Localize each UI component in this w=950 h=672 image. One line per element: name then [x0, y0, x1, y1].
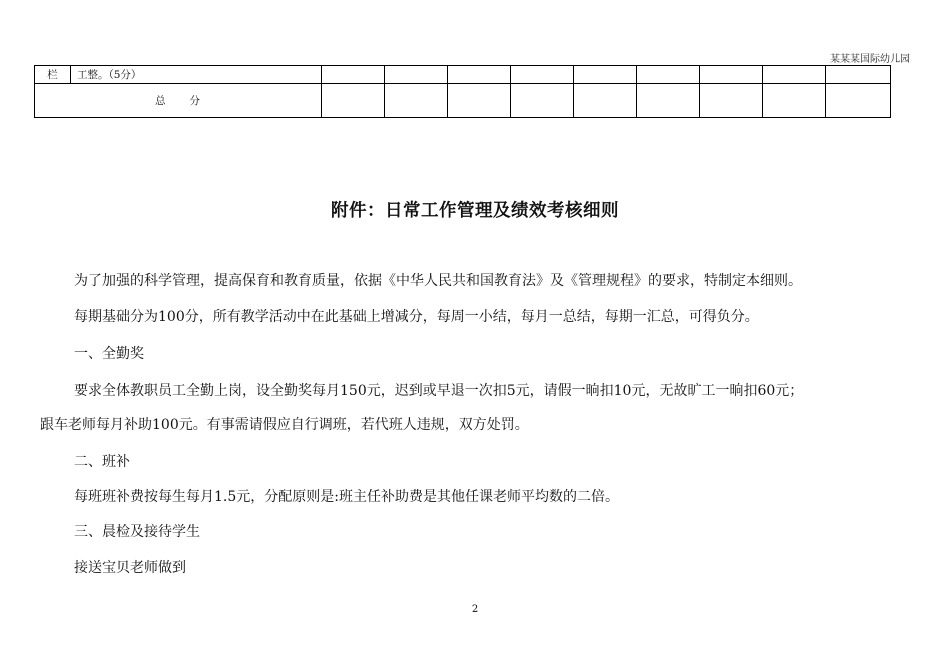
score-table [34, 65, 891, 118]
score-cell [637, 84, 700, 118]
section1-heading: 一、全勤奖 [74, 346, 144, 362]
score-cell [448, 84, 511, 118]
total-label-cell: 总 分 [35, 84, 322, 118]
score-cell [637, 66, 700, 84]
score-cell [574, 84, 637, 118]
score-cell [511, 66, 574, 84]
section3-heading: 三、晨检及接待学生 [74, 524, 200, 540]
score-cell [700, 84, 763, 118]
score-cell [385, 84, 448, 118]
score-cell [763, 84, 826, 118]
intro-paragraph: 为了加强的科学管理，提高保育和教育质量，依据《中华人民共和国教育法》及《管理规程》的要求，特制定本细则。 [74, 273, 802, 289]
score-cell [763, 66, 826, 84]
score-cell [700, 66, 763, 84]
table-row [35, 66, 891, 84]
page-number: 2 [471, 604, 479, 615]
score-cell [448, 66, 511, 84]
section1-body-line2: 跟车老师每月补助100元。有事需请假应自行调班，若代班人违规，双方处罚。 [40, 417, 529, 433]
section1-body-line1: 要求全体教职员工全勤上岗，设全勤奖每月150元，迟到或早退一次扣5元，请假一晌扣10元，无故旷工一晌扣60元； [74, 383, 804, 399]
score-cell [826, 84, 891, 118]
base-score-paragraph: 每期基础分为100分，所有教学活动中在此基础上增减分，每周一小结，每月一总结，每期一汇总，可得负分。 [74, 309, 759, 325]
section2-heading: 二、班补 [74, 454, 130, 470]
table-row [35, 84, 891, 118]
score-cell [826, 66, 891, 84]
score-cell [574, 66, 637, 84]
score-cell [511, 84, 574, 118]
description-cell: 工整。（5分） [71, 66, 322, 84]
score-cell [322, 84, 385, 118]
document-title: 附件：日常工作管理及绩效考核细则 [331, 201, 619, 221]
score-cell [385, 66, 448, 84]
score-cell [322, 66, 385, 84]
section2-body: 每班班补费按每生每月1.5元，分配原则是:班主任补助费是其他任课老师平均数的二倍。 [74, 489, 619, 505]
category-cell: 栏 [35, 66, 71, 84]
section3-body: 接送宝贝老师做到 [74, 560, 186, 576]
header-org-name: 某某某国际幼儿园 [830, 54, 910, 65]
